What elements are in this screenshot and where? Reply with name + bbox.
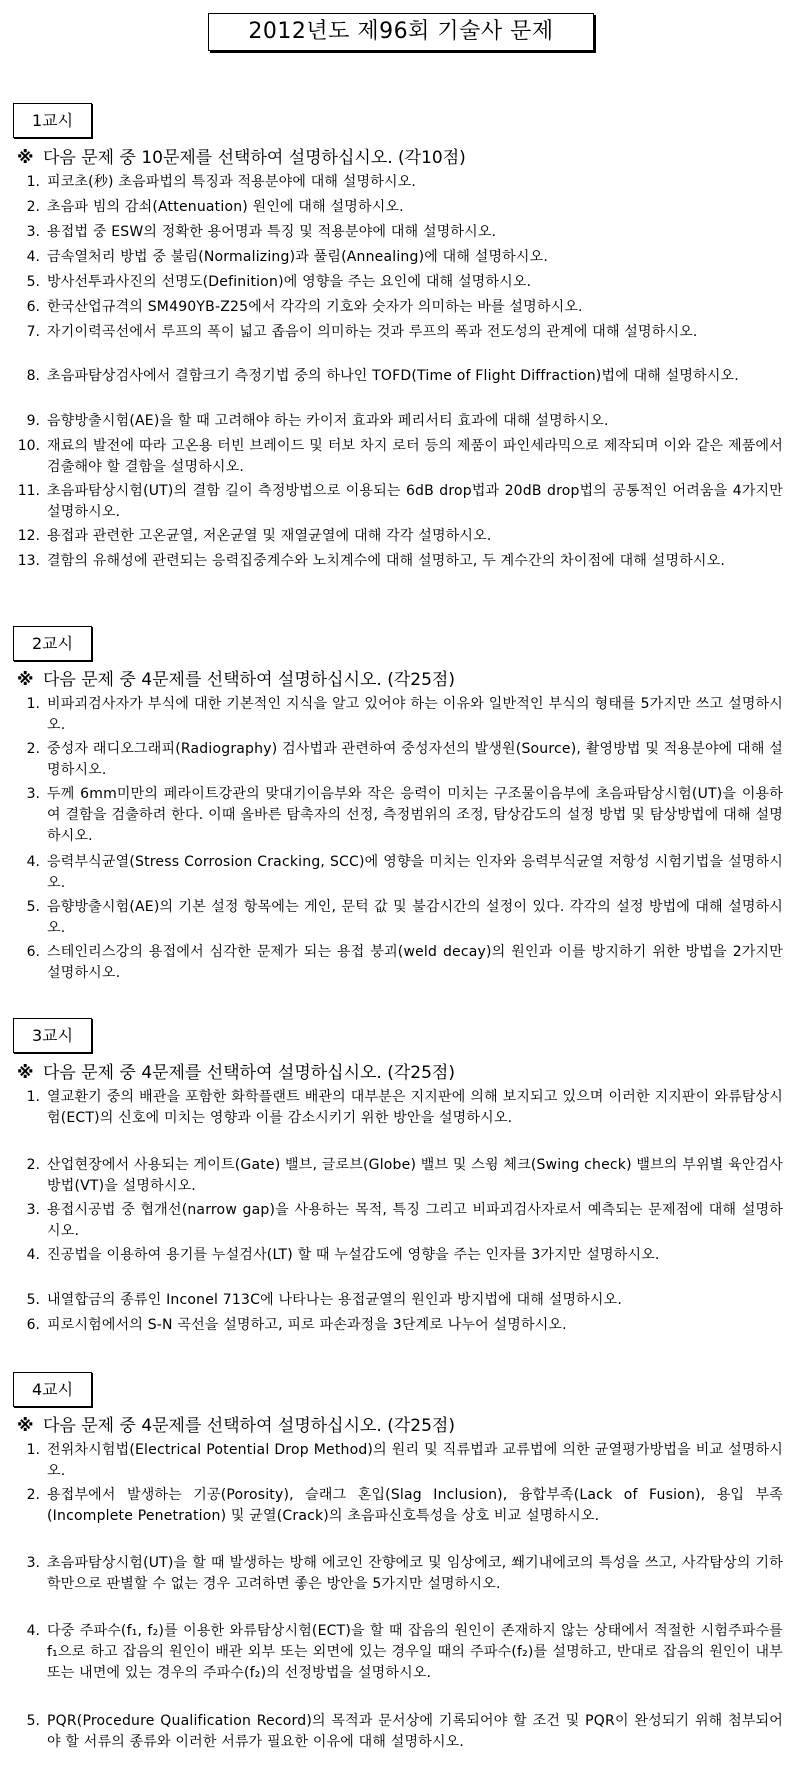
reference-mark: ※ <box>17 148 34 168</box>
question-number: 5. <box>26 274 40 290</box>
question-text: 재료의 발전에 따라 고온용 터빈 브레이드 및 터보 차지 로터 등의 제품이 파인세라믹으로 제작되며 이와 같은 제품에서 검출해야 할 결함을 설명하시오. <box>47 438 783 475</box>
question-item <box>0 1711 800 1753</box>
question-text: 금속열처리 방법 중 불림(Normalizing)과 풀림(Annealing)에 대해 설명하시오. <box>47 249 548 265</box>
question-text: 산업현장에서 사용되는 게이트(Gate) 밸브, 글로브(Globe) 밸브 및 스윙 체크(Swing check) 밸브의 부위별 육안검사방법(VT)을 설명하시오. <box>47 1157 783 1194</box>
question-text: 피로시험에서의 S-N 곡선을 설명하고, 피로 파손과정을 3단계로 나누어 설명하시오. <box>47 1317 567 1333</box>
question-item <box>0 247 800 268</box>
question-number: 4. <box>26 249 40 265</box>
instruction-text: 다음 문제 중 10문제를 선택하여 설명하십시오. (각10점) <box>43 148 466 168</box>
question-text: 다중 주파수(f₁, f₂)를 이용한 와류탐상시험(ECT)을 할 때 잡음의 원인이 존재하지 않는 상태에서 적절한 시험주파수를 f₁으로 하고 잡음의 원인이 배관 외부 또는 외면에 있는 경우일 때의 주파수(f₂)를 설명하고, 반대로 잡음의 원인이 내부 또는 내면에 있는 경우의 주파수(f₂)의 선정방법을 설명하시오. <box>47 1623 783 1681</box>
instruction-text: 다음 문제 중 4문제를 선택하여 설명하십시오. (각25점) <box>43 1416 455 1436</box>
question-item <box>0 526 800 547</box>
page-title: 2012년도 제96회 기술사 문제 <box>208 13 594 51</box>
question-item <box>0 222 800 243</box>
question-text: 초음파탐상시험(UT)의 결함 길이 측정방법으로 이용되는 6dB drop법과 20dB drop법의 공통적인 어려움을 4가지만 설명하시오. <box>47 483 783 520</box>
question-text: 결함의 유해성에 관련되는 응력집중계수와 노치계수에 대해 설명하고, 두 계수간의 차이점에 대해 설명하시오. <box>47 553 726 569</box>
question-item <box>0 1315 800 1336</box>
question-item <box>0 551 800 572</box>
question-text: 한국산업규격의 SM490YB-Z25에서 각각의 기호와 숫자가 의미하는 바를 설명하시오. <box>47 299 583 315</box>
period-label-1: 1교시 <box>13 103 92 138</box>
reference-mark: ※ <box>17 670 34 690</box>
question-item <box>0 322 800 343</box>
question-item <box>0 1155 800 1197</box>
question-number: 9. <box>26 413 40 429</box>
question-number: 10. <box>17 438 40 454</box>
question-item <box>0 694 800 736</box>
question-item <box>0 1553 800 1595</box>
question-text: 비파괴검사자가 부식에 대한 기본적인 지식을 알고 있어야 하는 이유와 일반적인 부식의 형태를 5가지만 쓰고 설명하시오. <box>47 696 783 733</box>
instruction-text: 다음 문제 중 4문제를 선택하여 설명하십시오. (각25점) <box>43 670 455 690</box>
question-item <box>0 297 800 318</box>
question-number: 4. <box>26 1623 40 1639</box>
question-text: PQR(Procedure Qualification Record)의 목적과 문서상에 기록되어야 할 조건 및 PQR이 완성되기 위해 첨부되어야 할 서류의 종류와 이러한 서류가 필요한 이유에 대해 설명하시오. <box>47 1713 783 1750</box>
instruction-1 <box>17 147 787 169</box>
question-number: 2. <box>26 741 40 757</box>
question-number: 12. <box>17 528 40 544</box>
question-item <box>0 897 800 939</box>
period-label-3: 3교시 <box>13 1018 92 1053</box>
period-label-4: 4교시 <box>13 1372 92 1407</box>
question-text: 용접과 관련한 고온균열, 저온균열 및 재열균열에 대해 각각 설명하시오. <box>47 528 492 544</box>
question-number: 6. <box>26 1317 40 1333</box>
question-number: 1. <box>26 1089 40 1105</box>
reference-mark: ※ <box>17 1063 34 1083</box>
question-number: 8. <box>26 368 40 384</box>
question-text: 응력부식균열(Stress Corrosion Cracking, SCC)에 영향을 미치는 인자와 응력부식균열 저항성 시험기법을 설명하시오. <box>47 854 783 891</box>
reference-mark: ※ <box>17 1416 34 1436</box>
question-number: 4. <box>26 854 40 870</box>
question-item <box>0 1621 800 1684</box>
instruction-3 <box>17 1062 787 1084</box>
question-text: 초음파탐상검사에서 결함크기 측정기법 중의 하나인 TOFD(Time of Flight Diffraction)법에 대해 설명하시오. <box>47 368 739 384</box>
question-text: 자기이력곡선에서 루프의 폭이 넓고 좁음이 의미하는 것과 루프의 폭과 전도성의 관계에 대해 설명하시오. <box>47 324 698 340</box>
question-item <box>0 739 800 781</box>
question-text: 두께 6mm미만의 페라이트강관의 맞대기이음부와 작은 응력이 미치는 구조물이음부에 초음파탐상시험(UT)을 이용하여 결함을 검출하려 한다. 이때 올바른 탐촉자의 선정, 측정범위의 조정, 탐상감도의 설정 방법 및 탐상방법에 대해 설명하시오. <box>47 786 783 844</box>
question-text: 내열합금의 종류인 Inconel 713C에 나타나는 용접균열의 원인과 방지법에 대해 설명하시오. <box>47 1292 623 1308</box>
question-number: 1. <box>26 1442 40 1458</box>
question-item <box>0 481 800 523</box>
instruction-text: 다음 문제 중 4문제를 선택하여 설명하십시오. (각25점) <box>43 1063 455 1083</box>
question-text: 음향방출시험(AE)의 기본 설정 항목에는 게인, 문턱 값 및 불감시간의 설정이 있다. 각각의 설정 방법에 대해 설명하시오. <box>47 899 783 936</box>
question-text: 용접시공법 중 협개선(narrow gap)을 사용하는 목적, 특징 그리고 비파괴검사자로서 예측되는 문제점에 대해 설명하시오. <box>47 1202 783 1239</box>
question-number: 5. <box>26 1713 40 1729</box>
question-number: 5. <box>26 1292 40 1308</box>
question-number: 6. <box>26 299 40 315</box>
question-text: 피코초(秒) 초음파법의 특징과 적용분야에 대해 설명하시오. <box>47 174 417 190</box>
question-item <box>0 784 800 847</box>
question-text: 용접부에서 발생하는 기공(Porosity), 슬래그 혼입(Slag Inclusion), 융합부족(Lack of Fusion), 용입 부족(Incomplete Penetration) 및 균열(Crack)의 초음파신호특성을 상호 비교 설명하시오. <box>47 1487 783 1524</box>
question-number: 4. <box>26 1247 40 1263</box>
question-text: 중성자 래디오그래피(Radiography) 검사법과 관련하여 중성자선의 발생원(Source), 촬영방법 및 적용분야에 대해 설명하시오. <box>47 741 783 778</box>
question-number: 2. <box>26 1157 40 1173</box>
question-number: 2. <box>26 1487 40 1503</box>
question-item <box>0 197 800 218</box>
question-text: 스테인리스강의 용접에서 심각한 문제가 되는 용접 붕괴(weld decay)의 원인과 이를 방지하기 위한 방법을 2가지만 설명하시오. <box>47 944 783 981</box>
question-number: 3. <box>26 1202 40 1218</box>
question-text: 전위차시험법(Electrical Potential Drop Method)의 원리 및 직류법과 교류법에 의한 균열평가방법을 비교 설명하시오. <box>47 1442 783 1479</box>
question-number: 3. <box>26 786 40 802</box>
question-text: 진공법을 이용하여 용기를 누설검사(LT) 할 때 누설감도에 영향을 주는 인자를 3가지만 설명하시오. <box>47 1247 660 1263</box>
question-item <box>0 852 800 894</box>
question-item <box>0 942 800 984</box>
question-item <box>0 1200 800 1242</box>
question-number: 6. <box>26 944 40 960</box>
question-number: 1. <box>26 696 40 712</box>
question-text: 초음파탐상시험(UT)을 할 때 발생하는 방해 에코인 잔향에코 및 임상에코, 쐐기내에코의 특성을 쓰고, 사각탐상의 기하학만으로 판별할 수 없는 경우 고려하면 좋은 방안을 5가지만 설명하시오. <box>47 1555 783 1592</box>
question-item <box>0 1087 800 1129</box>
question-text: 열교환기 중의 배관을 포함한 화학플랜트 배관의 대부분은 지지판에 의해 보지되고 있으며 이러한 지지판이 와류탐상시험(ECT)의 신호에 미치는 영향과 이를 감소시키기 위한 방안을 설명하시오. <box>47 1089 783 1126</box>
question-item <box>0 172 800 193</box>
question-number: 13. <box>17 553 40 569</box>
question-text: 용접법 중 ESW의 정확한 용어명과 특징 및 적용분야에 대해 설명하시오. <box>47 224 497 240</box>
question-text: 초음파 빔의 감쇠(Attenuation) 원인에 대해 설명하시오. <box>47 199 404 215</box>
question-number: 3. <box>26 224 40 240</box>
question-number: 7. <box>26 324 40 340</box>
question-number: 3. <box>26 1555 40 1571</box>
question-item <box>0 272 800 293</box>
question-number: 1. <box>26 174 40 190</box>
question-item <box>0 411 800 432</box>
period-label-2: 2교시 <box>13 626 92 661</box>
question-text: 음향방출시험(AE)을 할 때 고려해야 하는 카이저 효과와 페리서티 효과에 대해 설명하시오. <box>47 413 609 429</box>
question-item <box>0 366 800 387</box>
question-number: 11. <box>17 483 40 499</box>
instruction-4 <box>17 1415 787 1437</box>
question-item <box>0 1290 800 1311</box>
question-item <box>0 1245 800 1266</box>
question-item <box>0 1485 800 1527</box>
question-text: 방사선투과사진의 선명도(Definition)에 영향을 주는 요인에 대해 설명하시오. <box>47 274 532 290</box>
question-item <box>0 1440 800 1482</box>
question-number: 5. <box>26 899 40 915</box>
question-item <box>0 436 800 478</box>
question-number: 2. <box>26 199 40 215</box>
instruction-2 <box>17 669 787 691</box>
